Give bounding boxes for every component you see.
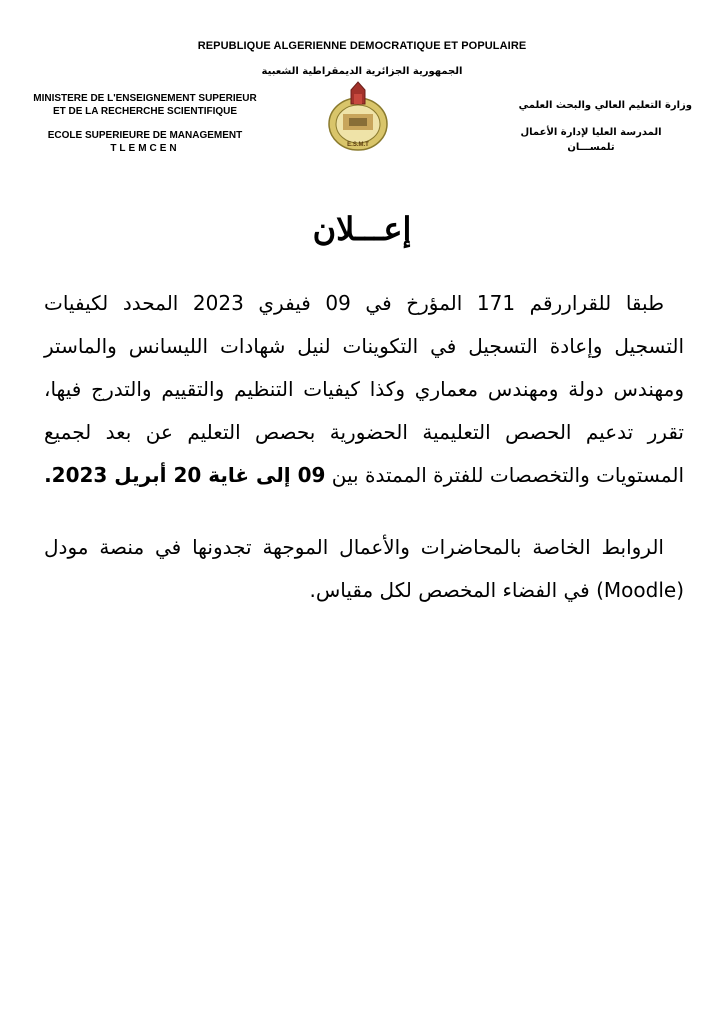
city-ar: تلمســـان <box>567 142 615 153</box>
institution-block-ar <box>480 98 702 155</box>
paragraph-1-text: طبقا للقراررقم 171 المؤرخ في 09 فيفري 2023 المحدد لكيفيات التسجيل وإعادة التسجيل في التكوينات لنيل شهادات الليسانس والماستر ومهندس دولة ومهندس معماري وكذا كيفيات التنظيم والتقييم والتدرج فيها، تقرر تدعيم الحصص التعليمية الحضورية بحصص التعليم عن بعد لجميع المستويات والتخصصات للفترة الممتدة بين <box>44 291 684 487</box>
paragraph-2-text: الروابط الخاصة بالمحاضرات والأعمال الموجهة تجدونها في منصة مودل (Moodle) في الفضاء المخصص لكل مقياس. <box>44 535 684 602</box>
paragraph-1-dates: 09 إلى غاية 20 أبريل 2023. <box>44 463 326 487</box>
ministry-line2-fr: ET DE LA RECHERCHE SCIENTIFIQUE <box>52 106 238 117</box>
school-logo <box>325 80 391 160</box>
school-name-fr: ECOLE SUPERIEURE DE MANAGEMENT <box>47 130 243 141</box>
ministry-ar: وزارة التعليم العالي والبحث العلمي <box>518 100 692 111</box>
school-name-ar: المدرسة العليا لإدارة الأعمال <box>520 127 662 138</box>
logo-lettering: E.S.M.T <box>347 142 369 148</box>
republic-title-fr: REPUBLIQUE ALGERIENNE DEMOCRATIQUE ET POPULAIRE <box>197 40 527 52</box>
institution-block-fr <box>20 92 270 155</box>
announcement-title: إعـــلان <box>312 210 412 248</box>
republic-title-ar: الجمهورية الجزائرية الديمقراطية الشعبية <box>261 66 463 77</box>
paragraph-2 <box>44 526 684 612</box>
city-fr: TLEMCEN <box>110 143 180 154</box>
ministry-line1-fr: MINISTERE DE L'ENSEIGNEMENT SUPERIEUR <box>33 93 257 104</box>
paragraph-1 <box>44 282 684 497</box>
